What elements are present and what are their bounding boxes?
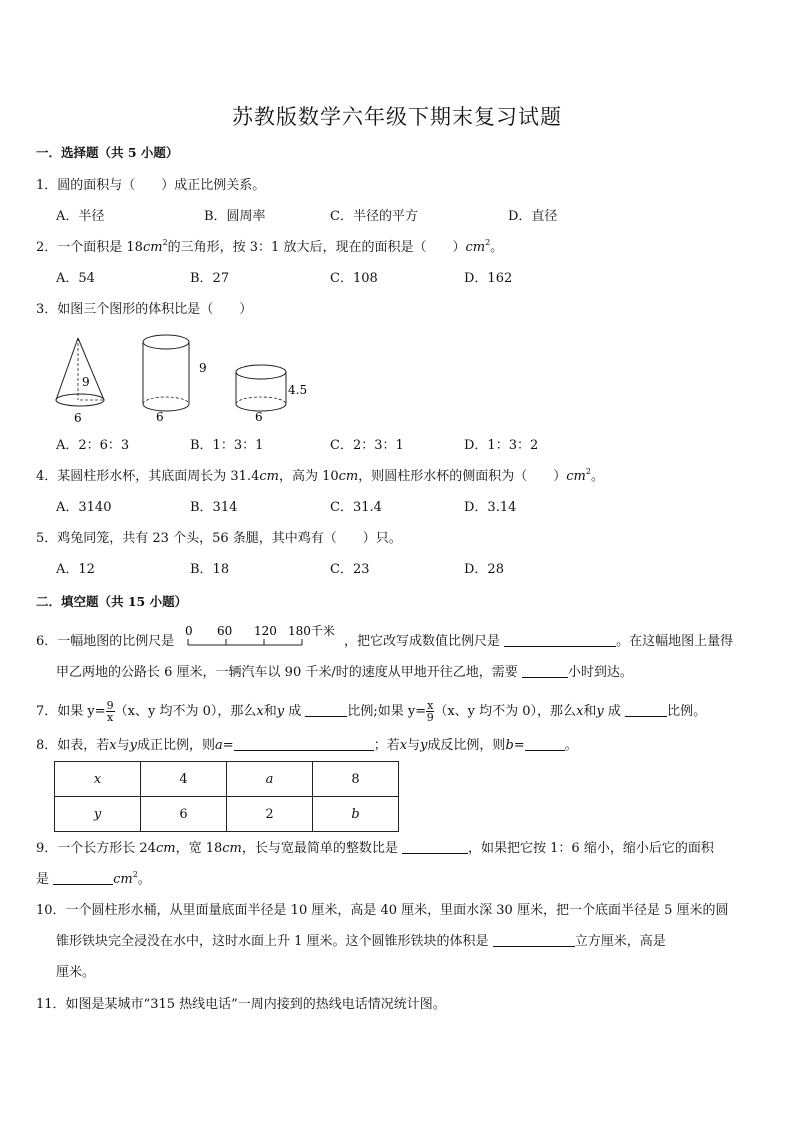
q3-option-a[interactable]: A．2：6：3 bbox=[56, 438, 130, 453]
q3-option-c[interactable]: C．2：3：1 bbox=[330, 438, 404, 453]
table-row bbox=[55, 762, 399, 797]
q10-blank-volume[interactable] bbox=[493, 934, 575, 947]
q1-option-a[interactable]: A．半径 bbox=[56, 209, 105, 224]
question-6-line2: 甲乙两地的公路长 6 厘米，一辆汽车以 90 千米/时的速度从甲地开往乙地，需要 小时到达。 bbox=[56, 665, 633, 680]
q8-blank-a[interactable] bbox=[234, 738, 374, 751]
scale-label-180: 180千米 bbox=[288, 624, 335, 638]
fraction-x-over-9: $\frac{x}{9}$ bbox=[426, 699, 434, 724]
question-10-line2: 锥形铁块完全浸没在水中，这时水面上升 1 厘米。这个圆锥形铁块的体积是 立方厘米，高是 bbox=[56, 934, 666, 949]
table-cell: 4 bbox=[141, 762, 227, 797]
q2-option-b[interactable]: B．27 bbox=[190, 271, 230, 286]
q2-option-d[interactable]: D．162 bbox=[464, 271, 513, 286]
scale-label-60: 60 bbox=[217, 624, 233, 638]
q3-option-b[interactable]: B．1：3：1 bbox=[190, 438, 264, 453]
q9-blank-area[interactable] bbox=[53, 872, 113, 885]
question-7-text: 7．如果 y= $\frac{9}{x}$ （x、y 均不为 0），那么x和y 成 比例;如果 y= $\frac{x}{9}$ （x、y 均不为 0），那么x和y 成 比例。 bbox=[36, 699, 707, 724]
table-cell: 2 bbox=[227, 797, 313, 832]
table-cell: b bbox=[313, 797, 399, 832]
q9-blank-ratio[interactable] bbox=[402, 841, 468, 854]
q2-option-c[interactable]: C．108 bbox=[330, 271, 378, 286]
q3-solids-figure bbox=[40, 328, 320, 428]
scale-label-120: 120 bbox=[254, 624, 277, 638]
page-title: 苏教版数学六年级下期末复习试题 bbox=[232, 105, 562, 129]
q6-blank-scale[interactable] bbox=[504, 634, 616, 647]
cone-diameter-label: 6 bbox=[74, 411, 82, 425]
tall-cylinder-diameter-label: 6 bbox=[156, 410, 164, 424]
table-cell: a bbox=[227, 762, 313, 797]
question-11-stem: 11．如图是某城市“315 热线电话”一周内接到的热线电话情况统计图。 bbox=[36, 997, 446, 1012]
q5-option-d[interactable]: D．28 bbox=[464, 562, 504, 577]
question-10-line3: 厘米。 bbox=[56, 965, 96, 980]
question-9-line2: 是 $cm^2$。 bbox=[36, 870, 151, 887]
short-cylinder-diameter-label: 6 bbox=[255, 410, 263, 424]
q1-option-d[interactable]: D．直径 bbox=[508, 209, 558, 224]
question-5-stem: 5．鸡兔同笼，共有 23 个头，56 条腿，其中鸡有（ ）只。 bbox=[36, 531, 402, 546]
tall-cylinder-height-label: 9 bbox=[199, 361, 207, 375]
q5-option-c[interactable]: C．23 bbox=[330, 562, 370, 577]
section-heading-fill: 二．填空题（共 15 小题） bbox=[36, 594, 188, 609]
q2-option-a[interactable]: A．54 bbox=[56, 271, 95, 286]
q4-option-b[interactable]: B．314 bbox=[190, 500, 238, 515]
fraction-9-over-x: $\frac{9}{x}$ bbox=[106, 699, 114, 724]
q1-option-c[interactable]: C．半径的平方 bbox=[330, 209, 418, 224]
table-cell: x bbox=[55, 762, 141, 797]
section-heading-choice: 一．选择题（共 5 小题） bbox=[36, 145, 179, 160]
scale-label-0: 0 bbox=[185, 624, 193, 638]
q7-blank-2[interactable] bbox=[625, 704, 667, 717]
question-2-stem: 2．一个面积是 $18cm^2$的三角形，按 3：1 放大后，现在的面积是（ ）$cm^2$。 bbox=[36, 238, 504, 255]
q4-option-d[interactable]: D．3.14 bbox=[464, 500, 517, 515]
short-cylinder-figure bbox=[236, 365, 307, 424]
short-cylinder-height-label: 4.5 bbox=[288, 383, 308, 397]
table-cell: y bbox=[55, 797, 141, 832]
q7-blank-1[interactable] bbox=[305, 704, 347, 717]
question-10-line1: 10．一个圆柱形水桶，从里面量底面半径是 10 厘米，高是 40 厘米，里面水深 30 厘米，把一个底面半径是 5 厘米的圆 bbox=[36, 903, 729, 918]
q4-option-a[interactable]: A．3140 bbox=[56, 500, 112, 515]
q8-value-table bbox=[54, 761, 399, 832]
question-1-stem: 1．圆的面积与（ ）成正比例关系。 bbox=[36, 178, 266, 193]
question-9-line1: 9．一个长方形长 24cm，宽 18cm，长与宽最简单的整数比是 ，如果把它按 1：6 缩小，缩小后它的面积 bbox=[36, 841, 714, 856]
question-6-text: ，把它改写成数值比例尺是 。在这幅地图上量得 bbox=[344, 634, 734, 649]
question-4-stem: 4．某圆柱形水杯，其底面周长为 31.4cm，高为 10cm，则圆柱形水杯的侧面积为（ ）$cm^2$。 bbox=[36, 467, 604, 484]
q4-option-c[interactable]: C．31.4 bbox=[330, 500, 382, 515]
question-8-text: 8．如表，若x与y成正比例，则a= ；若x与y成反比例，则b= 。 bbox=[36, 738, 578, 753]
q6-blank-hours[interactable] bbox=[522, 665, 568, 678]
q5-option-a[interactable]: A．12 bbox=[56, 562, 95, 577]
q5-option-b[interactable]: B．18 bbox=[190, 562, 230, 577]
q8-blank-b[interactable] bbox=[525, 738, 565, 751]
question-6-prefix: 6．一幅地图的比例尺是 bbox=[36, 634, 175, 649]
cone-height-label: 9 bbox=[82, 375, 90, 389]
table-row bbox=[55, 797, 399, 832]
line-scale-figure bbox=[184, 621, 344, 651]
table-cell: 8 bbox=[313, 762, 399, 797]
q1-option-b[interactable]: B．圆周率 bbox=[204, 209, 266, 224]
tall-cylinder-figure bbox=[143, 335, 207, 424]
cone-figure bbox=[56, 338, 104, 425]
q3-option-d[interactable]: D．1：3：2 bbox=[464, 438, 539, 453]
table-cell: 6 bbox=[141, 797, 227, 832]
question-3-stem: 3．如图三个图形的体积比是（ ） bbox=[36, 302, 253, 317]
